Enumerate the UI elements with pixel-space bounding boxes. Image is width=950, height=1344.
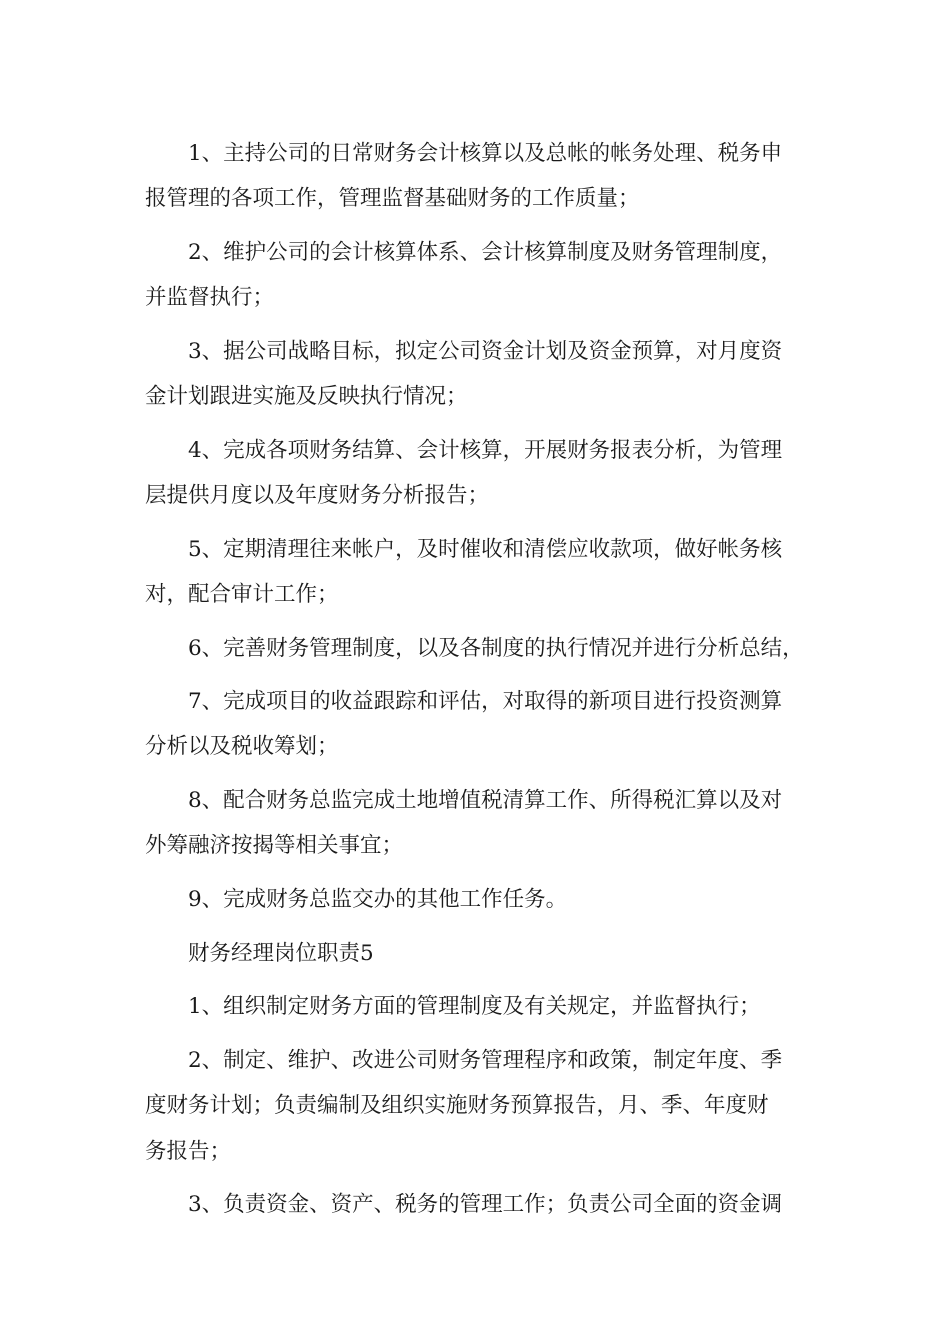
paragraph-item-7	[145, 679, 820, 769]
paragraph-line: 8、配合财务总监完成土地增值税清算工作、所得税汇算以及对	[188, 788, 783, 814]
section-heading-text: 财务经理岗位职责5	[188, 940, 374, 966]
paragraph-line: 1、主持公司的日常财务会计核算以及总帐的帐务处理、税务申	[188, 141, 783, 166]
paragraph-line: 金计划跟进实施及反映执行情况；	[145, 384, 468, 410]
paragraph-item-8	[145, 778, 820, 868]
paragraph-item-2	[145, 230, 820, 320]
paragraph-line: 5、定期清理往来帐户，及时催收和清偿应收款项，做好帐务核	[188, 536, 783, 562]
section-heading	[145, 931, 820, 976]
paragraph-line: 层提供月度以及年度财务分析报告；	[145, 482, 490, 508]
paragraph-line: 3、据公司战略目标，拟定公司资金计划及资金预算，对月度资	[188, 338, 783, 364]
paragraph-line: 报管理的各项工作，管理监督基础财务的工作质量；	[145, 186, 640, 212]
paragraph-item-5	[145, 527, 820, 617]
paragraph-line: 9、完成财务总监交办的其他工作任务。	[188, 887, 568, 913]
paragraph-item-10	[145, 984, 820, 1029]
paragraph-line: 4、完成各项财务结算、会计核算，开展财务报表分析，为管理	[188, 437, 783, 463]
paragraph-line: 2、维护公司的会计核算体系、会计核算制度及财务管理制度，	[188, 239, 783, 265]
paragraph-line: 并监督执行；	[145, 285, 275, 311]
paragraph-item-9	[145, 877, 820, 922]
paragraph-line: 度财务计划；负责编制及组织实施财务预算报告，月、季、年度财	[145, 1093, 769, 1119]
paragraph-line: 分析以及税收筹划；	[145, 734, 339, 760]
paragraph-item-6	[145, 626, 820, 671]
paragraph-line: 7、完成项目的收益跟踪和评估，对取得的新项目进行投资测算	[188, 689, 783, 715]
paragraph-line: 务报告；	[145, 1138, 232, 1164]
paragraph-item-3	[145, 329, 820, 419]
paragraph-line: 对，配合审计工作；	[145, 581, 339, 607]
paragraph-line: 3、负责资金、资产、税务的管理工作；负责公司全面的资金调	[188, 1192, 783, 1218]
paragraph-line: 外筹融济按揭等相关事宜；	[145, 833, 404, 859]
paragraph-line: 1、组织制定财务方面的管理制度及有关规定，并监督执行；	[188, 994, 761, 1020]
document-body	[145, 131, 820, 1236]
paragraph-item-1	[145, 131, 820, 221]
paragraph-item-11	[145, 1038, 820, 1174]
paragraph-line: 6、完善财务管理制度，以及各制度的执行情况并进行分析总结，	[188, 635, 804, 661]
paragraph-item-4	[145, 428, 820, 518]
paragraph-item-12	[145, 1182, 820, 1227]
paragraph-line: 2、制定、维护、改进公司财务管理程序和政策，制定年度、季	[188, 1048, 783, 1074]
